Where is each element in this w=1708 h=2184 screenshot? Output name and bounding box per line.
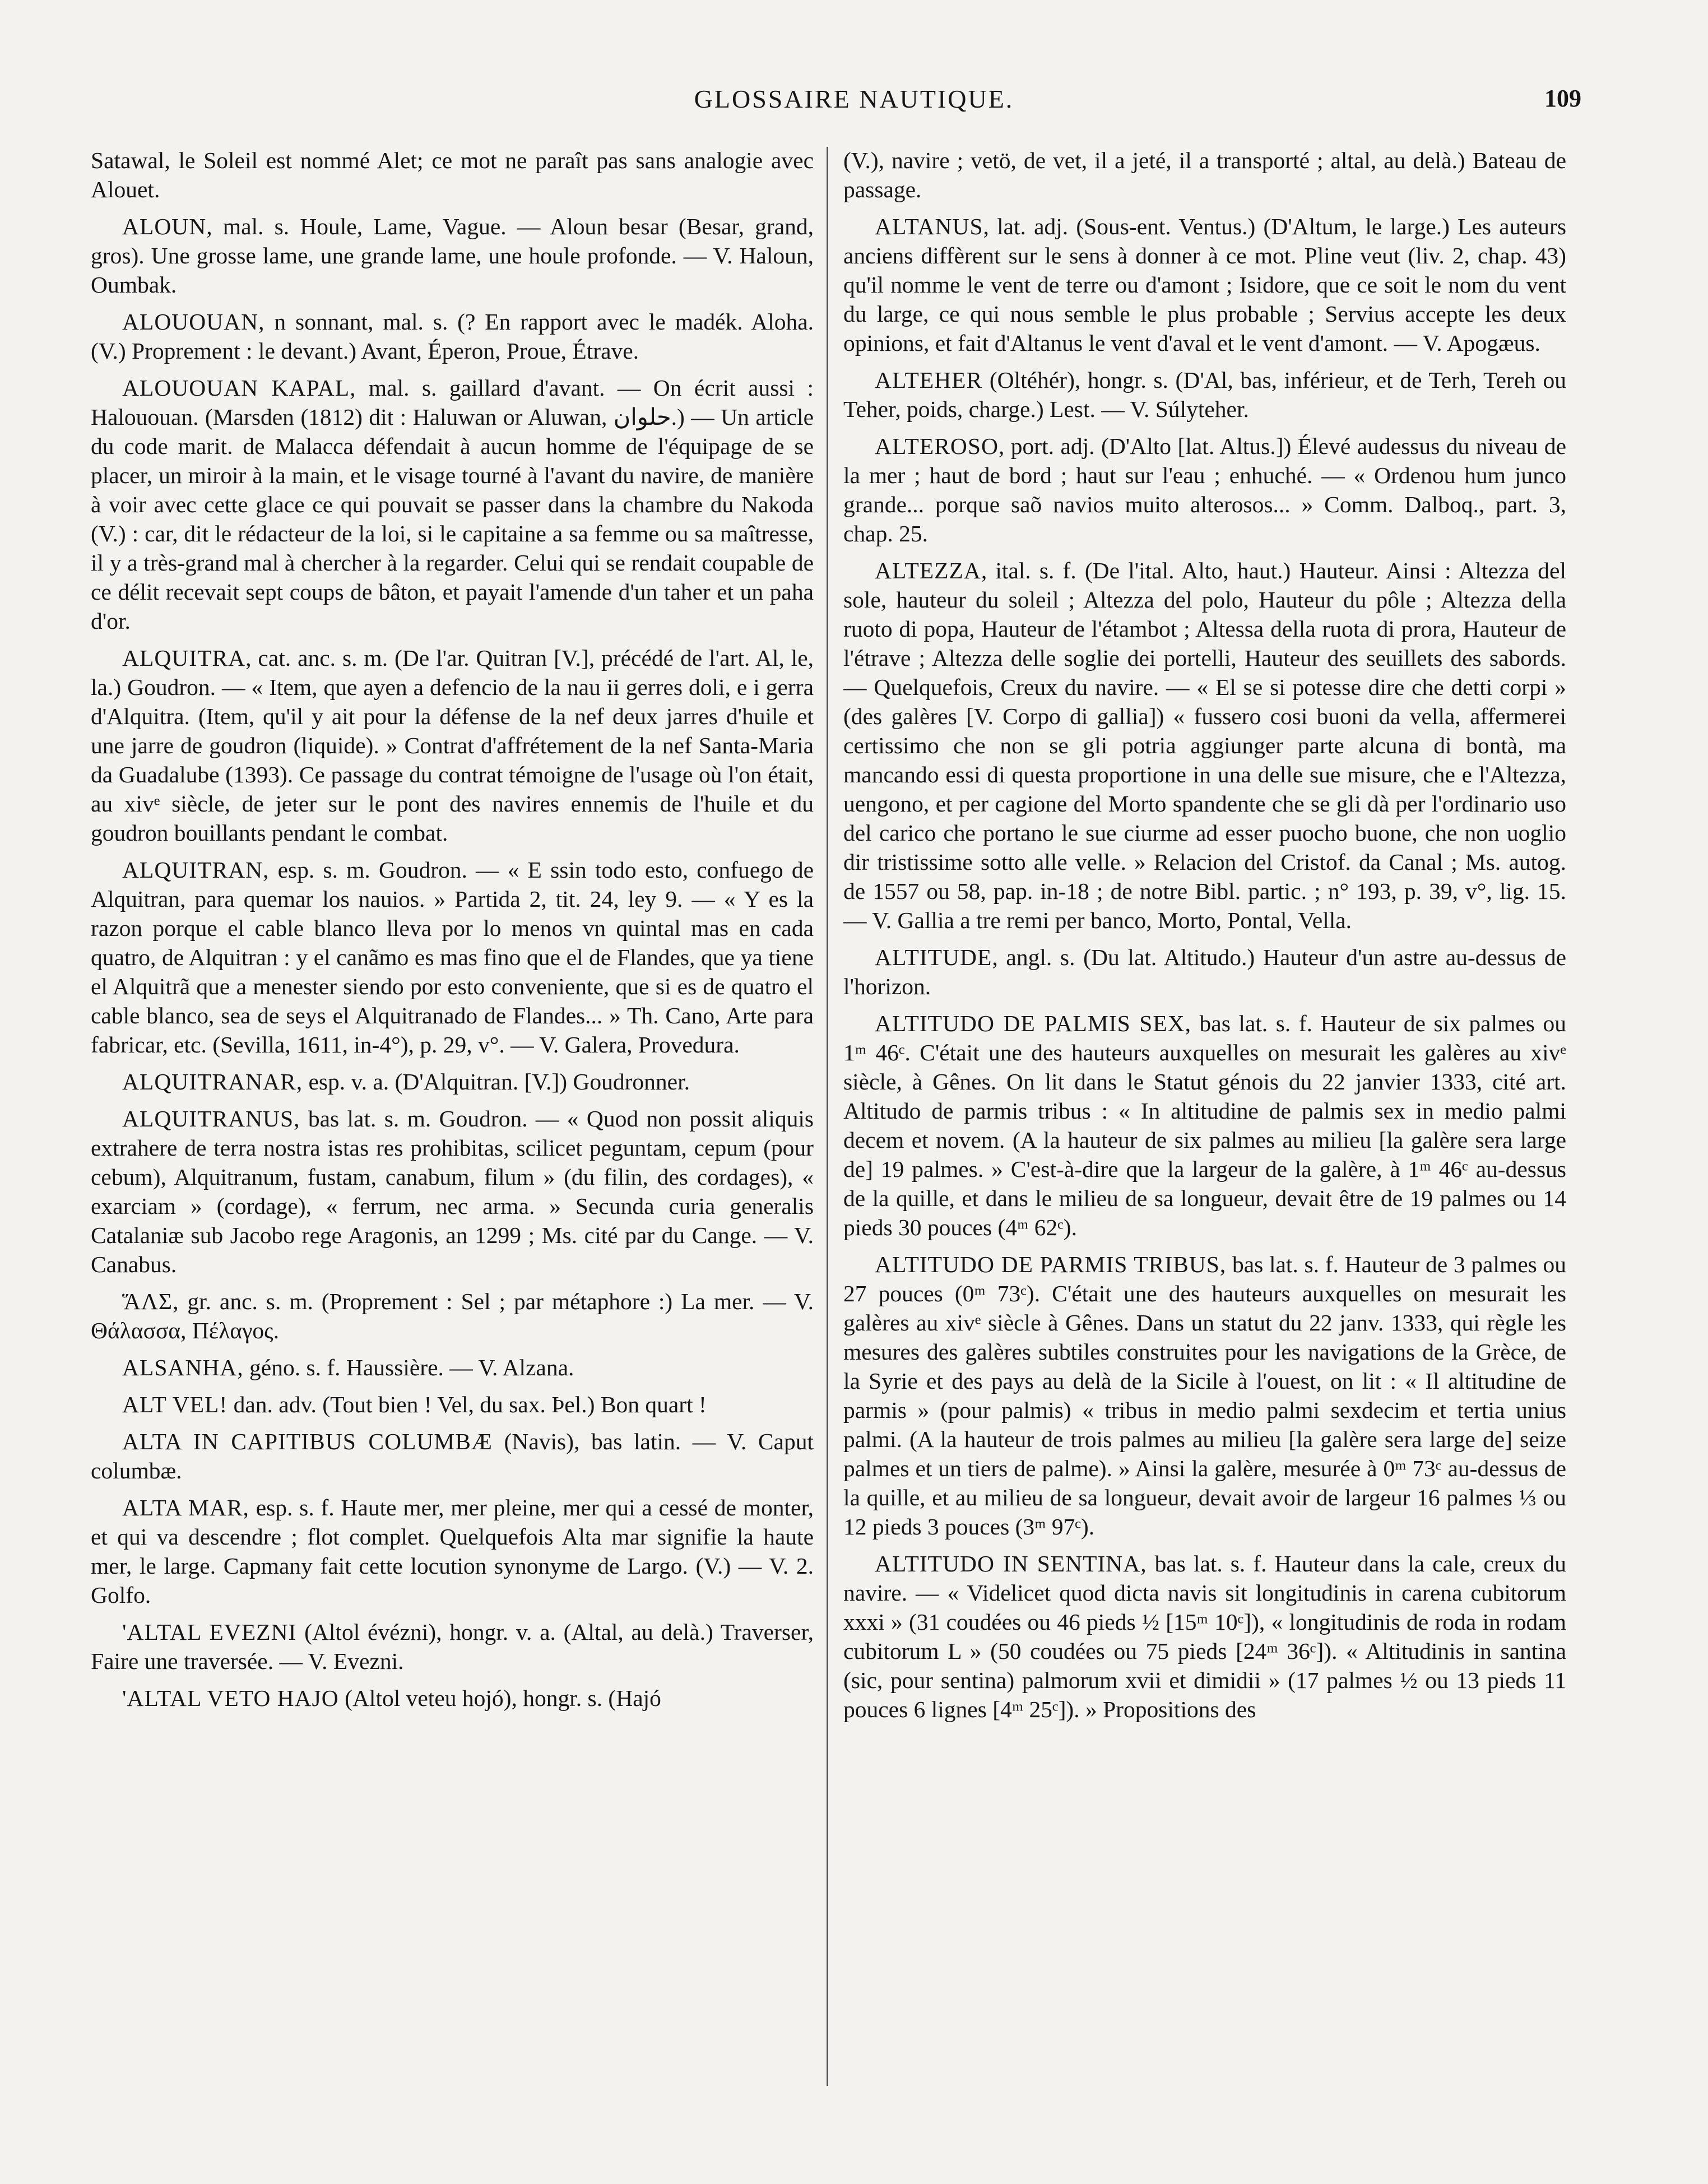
entry-body: esp. s. f. Haute mer, mer pleine, mer qui a cessé de monter, et qui va descendre ; flot complet. Quelquefois Alta mar signifie la haute mer, le large. Capmany fait cette locution synonyme de Largo. (V.) — V. 2. Golfo. — [91, 1495, 814, 1608]
glossary-entry — [843, 556, 1566, 935]
glossary-entry — [91, 373, 814, 636]
entry-body: , angl. s. (Du lat. Altitudo.) Hauteur d'un astre au-dessus de l'horizon. — [843, 944, 1566, 999]
glossary-entry — [91, 1427, 814, 1485]
entry-headword: ALOUN — [122, 214, 207, 239]
glossary-entry — [91, 643, 814, 847]
glossary-entry — [91, 1067, 814, 1096]
entry-headword: ALSANHA, — [122, 1355, 244, 1380]
entry-body: (Navis), bas latin. — V. Caput columbæ. — [91, 1429, 814, 1483]
entry-body: (Oltéhér), hongr. s. (D'Al, bas, inférieur, et de Terh, Tereh ou Teher, poids, charge.) Lest. — V. Súlyteher. — [843, 367, 1566, 422]
entry-headword: ALQUITRA — [122, 645, 246, 671]
page-number: 109 — [1544, 85, 1581, 112]
glossary-entry — [843, 432, 1566, 548]
entry-body: , mal. s. Houle, Lame, Vague. — Aloun besar (Besar, grand, gros). Une grosse lame, une grande lame, une houle profonde. — V. Haloun, Oumbak. — [91, 214, 814, 298]
glossary-entry — [91, 212, 814, 299]
entry-body: (Altol veteu hojó), hongr. s. (Hajó — [338, 1685, 661, 1711]
entry-headword: ALQUITRANAR, — [122, 1069, 303, 1095]
entry-headword: ALTITUDE — [875, 944, 992, 970]
glossary-entry — [843, 943, 1566, 1001]
entry-body: gr. anc. s. m. (Proprement : Sel ; par métaphore :) La mer. — V. Θάλασσα, Πέλαγος. — [91, 1288, 814, 1343]
glossary-entry — [843, 365, 1566, 424]
entry-headword: ALTEROSO — [875, 433, 999, 459]
entry-body: , lat. adj. (Sous-ent. Ventus.) (D'Altum, le large.) Les auteurs anciens diffèrent sur le sens à donner à ce mot. Pline veut (liv. 2, chap. 43) qu'il nomme le vent de terre ou d'amont ; Isidore, que ce soit le nom du vent du large, ce qui nous semble le plus probable ; Servius accepte les deux opinions, et fait d'Altanus le vent d'aval et le vent d'amont. — V. Apogæus. — [843, 214, 1566, 356]
entry-body: (Altol évézni), hongr. v. a. (Altal, au delà.) Traverser, Faire une traversée. — V. Evezni. — [91, 1619, 814, 1674]
entry-body: bas lat. s. f. Hauteur dans la cale, creux du navire. — « Videlicet quod dicta navis sit longitudinis in carena cubitorum xxxi » (31 coudées ou 46 pieds ½ [15ᵐ 10ᶜ]), « longitudinis de roda in rodam cubitorum L » (50 coudées ou 75 pieds [24ᵐ 36ᶜ]). « Altitudinis in santina (sic, pour sentina) palmorum xvii et dimidii » (17 palmes ½ ou 13 pieds 11 pouces 6 lignes [4ᵐ 25ᶜ]). » Propositions des — [843, 1551, 1566, 1722]
column-divider — [827, 147, 828, 2086]
entry-body: n sonnant, mal. s. (? En rapport avec le madék. Aloha. (V.) Proprement : le devant.) Avant, Éperon, Proue, Étrave. — [91, 309, 814, 364]
entry-headword: ALTITUDO DE PALMIS SEX, — [875, 1010, 1192, 1036]
glossary-entry — [91, 1287, 814, 1345]
entry-headword: 'ALTAL EVEZNI — [122, 1619, 297, 1645]
glossary-entry — [91, 1493, 814, 1610]
entry-body: bas lat. s. f. Hauteur de 3 palmes ou 27 pouces (0ᵐ 73ᶜ). C'était une des hauteurs auxquelles on mesurait les galères au xivᵉ siècle à Gênes. Dans un statut du 22 janv. 1333, qui règle les mesures des galères subtiles construites pour les navigations de la Grèce, de la Syrie et des pays au delà de la Sicile à l'ouest, on lit : « Il altitudine de parmis » (pour palmis) « tribus in medio palmi sexdecim et tertia unius palmi. (A la hauteur de trois palmes au milieu [la galère sera large de] seize palmes et un tiers de palme). » Ainsi la galère, mesurée à 0ᵐ 73ᶜ au-dessus de la quille, et au milieu de sa longueur, devait avoir de largeur 16 palmes ⅓ ou 12 pieds 3 pouces (3ᵐ 97ᶜ). — [843, 1251, 1566, 1540]
entry-body: , cat. anc. s. m. (De l'ar. Quitran [V.], précédé de l'art. Al, le, la.) Goudron. — « Item, que ayen a defencio de la nau ii gerres doli, e i gerra d'Alquitra. (Item, qu'il y ait pour la défense de la nef deux jarres d'huile et une jarre de goudron (liquide). » Contrat d'affrétement de la nef Santa-Maria da Guadalube (1393). Ce passage du contrat témoigne de l'usage où l'on était, au xivᵉ siècle, de jeter sur le pont des navires ennemis de l'huile et du goudron bouillants pendant le combat. — [91, 645, 814, 846]
entry-body: esp. s. m. Goudron. — « E ssin todo esto, confuego de Alquitran, para quemar los nauios. » Partida 2, tit. 24, ley 9. — « Y es la razon porque el cable blanco lleva por lo menos vn quintal mas en cada quatro, de Alquitran : y el canãmo es mas fino que el de Flandes, que ya tiene el Alquitrã que a menester siendo por esto conveniente, que si es de quatro el cable blanco, sea de seys el Alquitranado de Flandes... » Th. Cano, Arte para fabricar, etc. (Sevilla, 1611, in-4°), p. 29, v°. — V. Galera, Provedura. — [91, 857, 814, 1058]
running-title: GLOSSAIRE NAUTIQUE. — [694, 85, 1014, 113]
right-column — [843, 146, 1566, 2130]
glossary-entry — [843, 1250, 1566, 1541]
entry-headword: ALT VEL! — [122, 1392, 228, 1417]
glossary-entry — [91, 146, 814, 204]
entry-body: bas lat. s. f. Hauteur de six palmes ou 1ᵐ 46ᶜ. C'était une des hauteurs auxquelles on mesurait les galères au xivᵉ siècle, à Gênes. On lit dans le Statut génois du 22 janvier 1333, cité art. Altitudo de parmis tribus : « In altitudine de palmis sex in medio palmi decem et novem. (A la hauteur de six palmes au milieu [la galère sera large de] 19 palmes. » C'est-à-dire que la largeur de la galère, à 1ᵐ 46ᶜ au-dessus de la quille, et dans le milieu de sa longueur, devait être de 19 palmes ou 14 pieds 30 pouces (4ᵐ 62ᶜ). — [843, 1010, 1566, 1240]
glossary-entry — [91, 1390, 814, 1419]
running-head — [0, 84, 1708, 123]
entry-body: , ital. s. f. (De l'ital. Alto, haut.) Hauteur. Ainsi : Altezza del sole, hauteur du soleil ; Altezza del polo, Hauteur du pôle ; Altezza della ruoto di popa, Hauteur de l'étambot ; Altessa della ruota di prora, Hauteur de l'étrave ; Altezza delle soglie dei portelli, Hauteur des seuillets des sabords. — Quelquefois, Creux du navire. — « El se si potesse dire che detti corpi » (des galères [V. Corpo di gallia]) « fussero cosi buoni da vella, affermerei certissimo che non se gli potria aggiunger parte alcuna di bontà, ma mancando essi di questa proportione in una delle sue misure, che e l'Altezza, uengono, et per cagione del Morto spandente che se gli dà per l'ordinario uso del carico che portano le sue ciurme ad esser puocho buone, che non uoglio dir tristissime sotto alle velle. » Relacion del Cristof. da Canal ; Ms. autog. de 1557 ou 58, pap. in-18 ; de notre Bibl. partic. ; n° 193, p. 39, v°, lig. 15. — V. Gallia a tre remi per banco, Morto, Pontal, Vella. — [843, 558, 1566, 933]
entry-body: mal. s. gaillard d'avant. — On écrit aussi : Halououan. (Marsden (1812) dit : Haluwan or Aluwan, حلوان.) — Un article du code marit. de Malacca défendait à aucun homme de l'équipage de se placer, un miroir à la main, et le visage tourné à l'avant du navire, de manière à voir avec cette glace ce qui pouvait se passer dans la chambre du Nakoda (V.) : car, dit le rédacteur de la loi, si le capitaine a sa femme ou sa maîtresse, il y a très-grand mal à chercher à la regarder. Celui qui se rendait coupable de ce délit recevait sept coups de bâton, et payait l'amende d'un taher et un paha d'or. — [91, 375, 814, 634]
entry-body: dan. adv. (Tout bien ! Vel, du sax. Þel.) Bon quart ! — [228, 1392, 707, 1417]
glossary-entry — [91, 307, 814, 365]
glossary-entry — [843, 146, 1566, 204]
entry-body: esp. v. a. (D'Alquitran. [V.]) Goudronner. — [303, 1069, 690, 1095]
glossary-entry — [843, 212, 1566, 358]
glossary-entry — [843, 1549, 1566, 1724]
entry-body: Satawal, le Soleil est nommé Alet; ce mot ne paraît pas sans analogie avec Alouet. — [91, 147, 814, 202]
entry-headword: ALTA MAR, — [122, 1495, 249, 1520]
entry-headword: ALTA IN CAPITIBUS COLUMBÆ — [122, 1429, 493, 1454]
glossary-entry — [91, 1617, 814, 1676]
entry-headword: ἍΛΣ, — [122, 1288, 179, 1314]
entry-headword: ALTITUDO DE PARMIS TRIBUS, — [875, 1251, 1227, 1277]
entry-headword: 'ALTAL VETO HAJO — [122, 1685, 339, 1711]
glossary-entry — [843, 1009, 1566, 1242]
entry-headword: ALQUITRAN, — [122, 857, 270, 883]
glossary-entry — [91, 855, 814, 1059]
glossary-entry — [91, 1684, 814, 1713]
entry-headword: ALTANUS — [875, 214, 983, 239]
entry-body: , port. adj. (D'Alto [lat. Altus.]) Élevé audessus du niveau de la mer ; haut de bord ; haut sur l'eau ; enhuché. — « Ordenou hum junco grande... porque saõ navios muito alterosos... » Comm. Dalboq., part. 3, chap. 25. — [843, 433, 1566, 546]
entry-headword: ALOUOUAN KAPAL, — [122, 375, 356, 401]
entry-headword: ALTITUDO IN SENTINA, — [875, 1551, 1147, 1576]
entry-body: bas lat. s. m. Goudron. — « Quod non possit aliquis extrahere de terra nostra istas res prohibitas, scilicet peguntam, cepum (pour cebum), Alquitranum, fustam, canabum, filum » (du filin, des cordages), « exarciam » (cordage), « ferrum, nec arma. » Secunda curia generalis Catalaniæ sub Jacobo rege Aragonis, an 1299 ; Ms. cité par du Cange. — V. Canabus. — [91, 1106, 814, 1277]
entry-body: (V.), navire ; vetö, de vet, il a jeté, il a transporté ; altal, au delà.) Bateau de passage. — [843, 147, 1566, 202]
entry-headword: ALTEHER — [875, 367, 983, 393]
entry-headword: ALOUOUAN, — [122, 309, 265, 335]
entry-headword: ALTEZZA — [875, 558, 981, 583]
entry-body: géno. s. f. Haussière. — V. Alzana. — [243, 1355, 574, 1380]
entry-headword: ALQUITRANUS, — [122, 1106, 300, 1132]
left-column — [91, 146, 814, 2130]
glossary-entry — [91, 1104, 814, 1279]
glossary-entry — [91, 1353, 814, 1382]
